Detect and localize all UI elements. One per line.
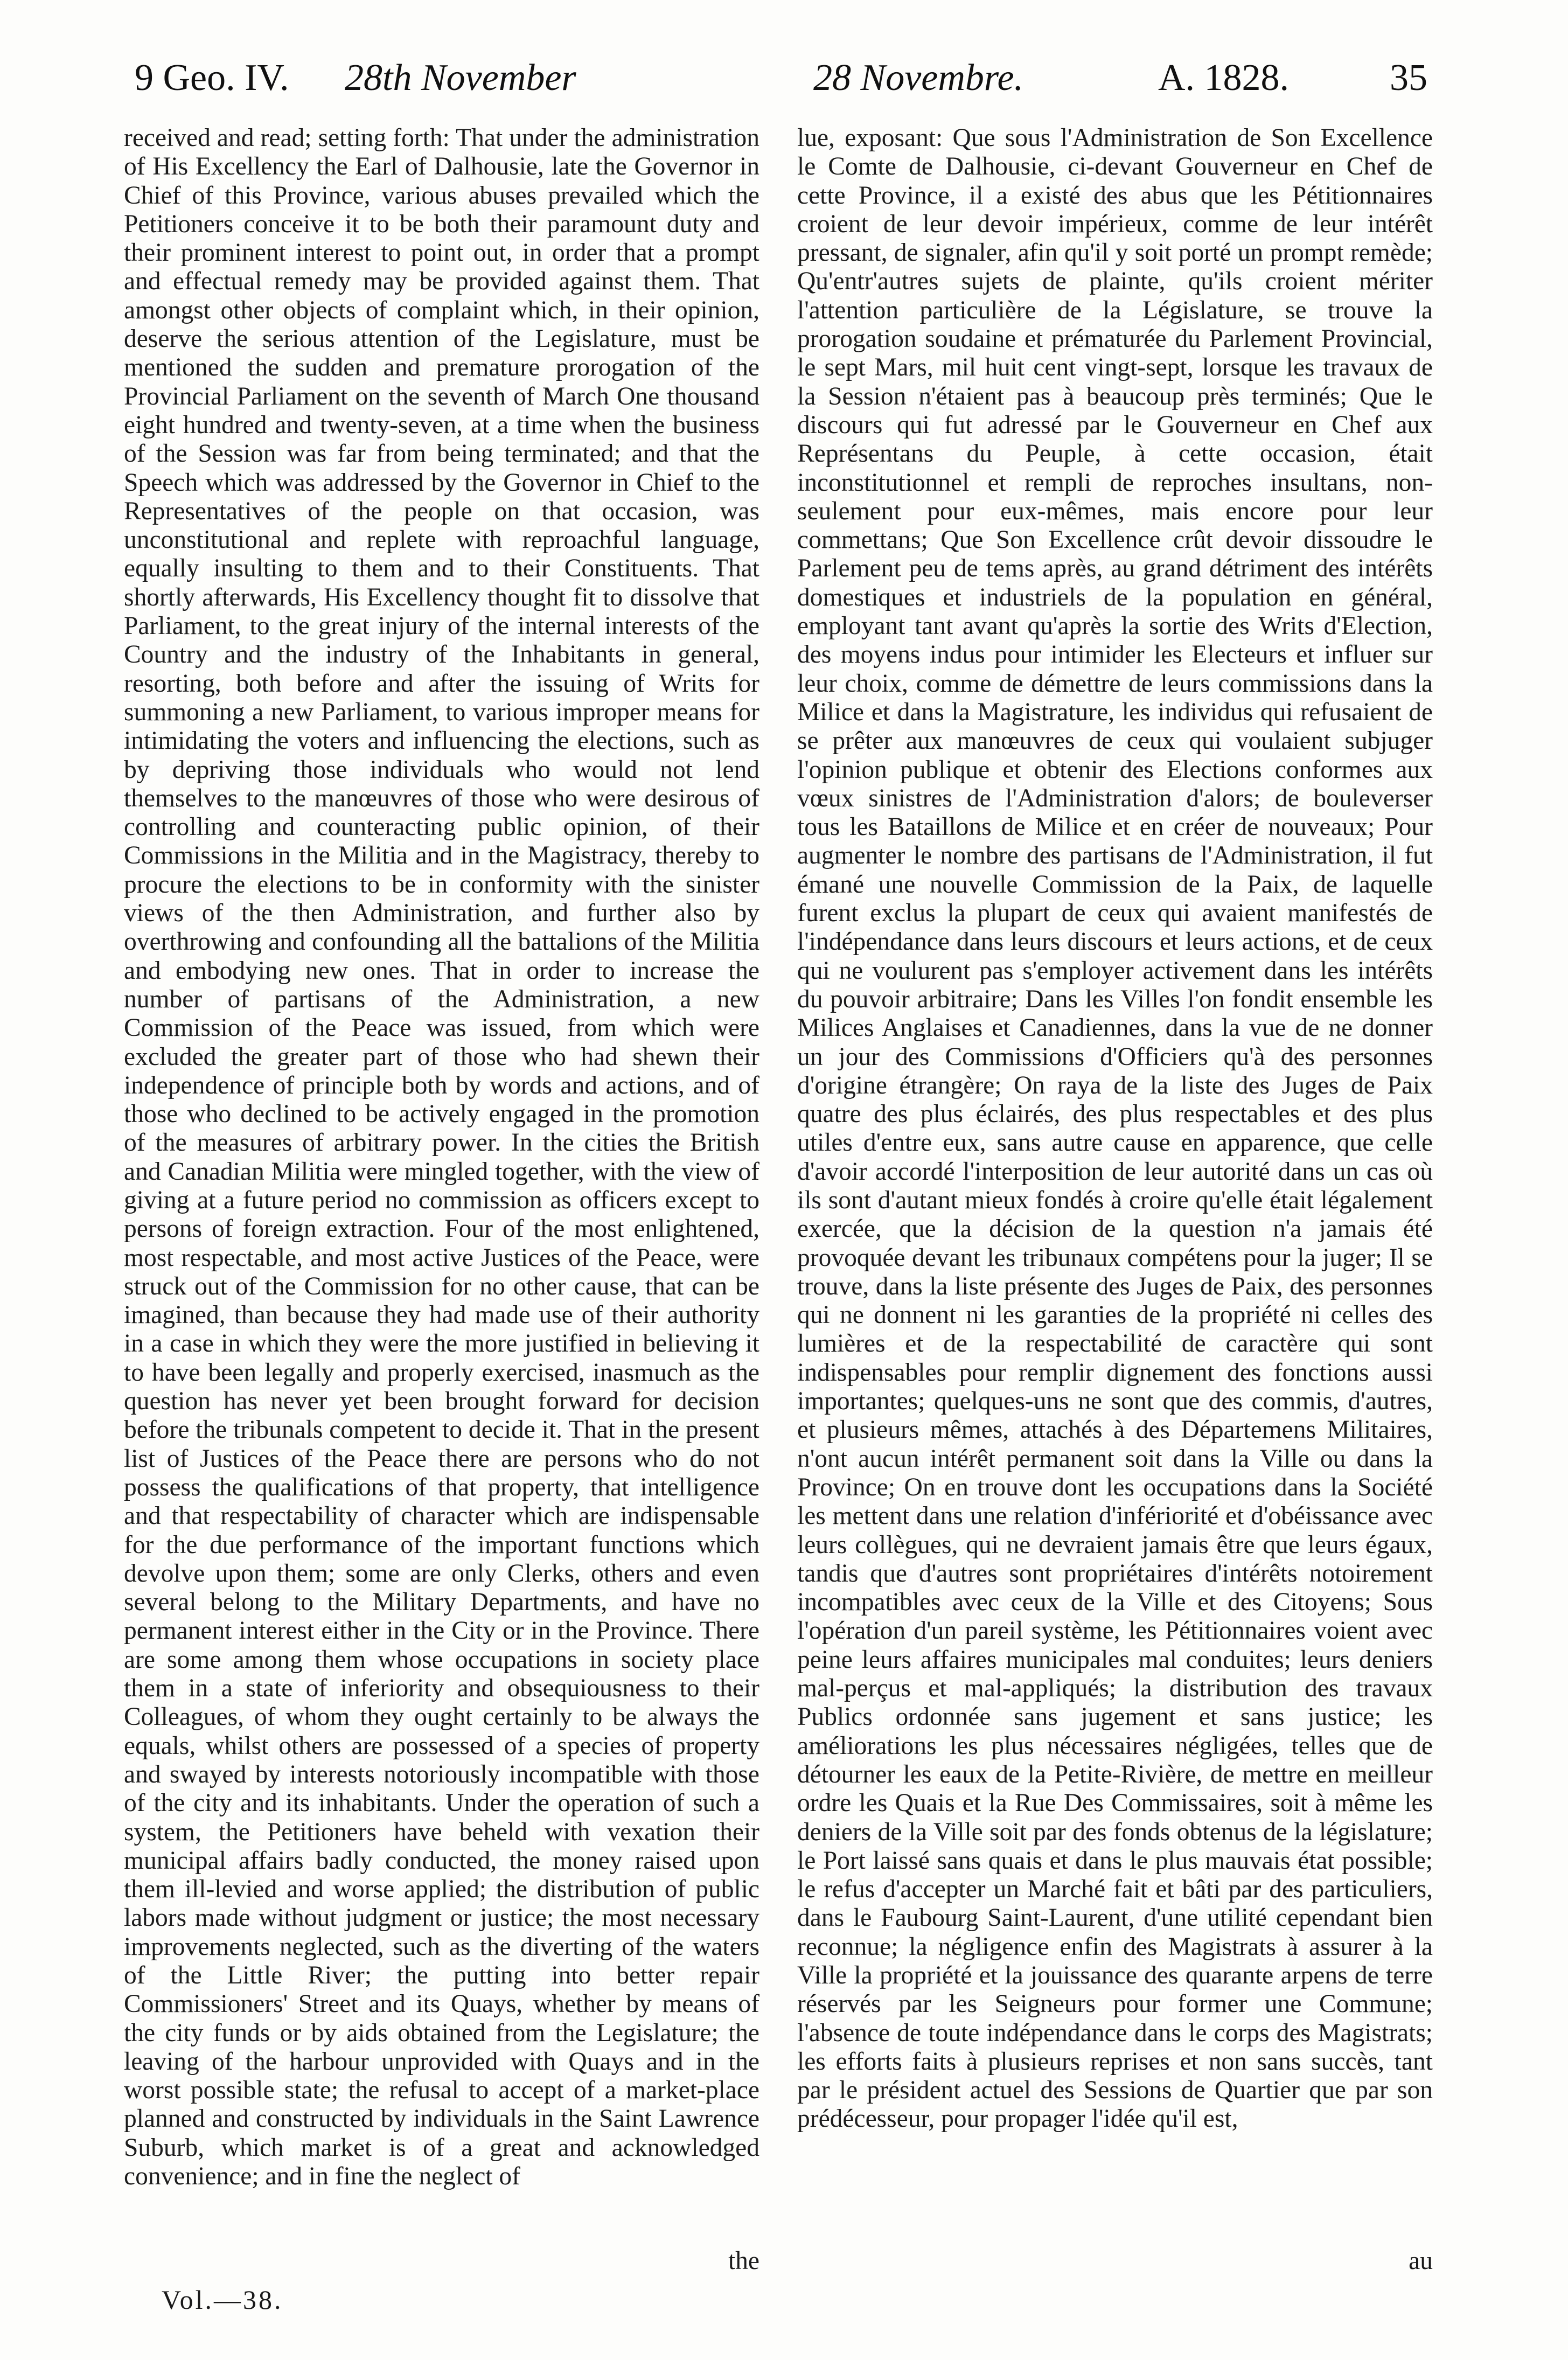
catchword-english: the xyxy=(728,2247,759,2275)
english-text: received and read; setting forth: That under the administration of His Excellency the Earl of Dalhousie, late the Governor in Chief of this Province, various abuses prevailed which the Petitioners conceive it to be both their paramount duty and their prominent interest to point out, in order that a prompt and effectual remedy may be provided against them. That amongst other objects of complaint which, in their opinion, deserve the serious attention of the Legislature, must be mentioned the sudden and premature prorogation of the Provincial Parliament on the seventh of March One thousand eight hundred and twenty-seven, at a time when the business of the Session was far from being terminated; and that the Speech which was addressed by the Governor in Chief to the Representatives of the people on that occasion, was unconstitutional and replete with reproachful language, equally insulting to them and to their Constituents. That shortly afterwards, His Excellency thought fit to dissolve that Parliament, to the great injury of the internal interests of the Country and the industry of the Inhabitants in general, resorting, both before and after the issuing of Writs for summoning a new Parliament, to various improper means for intimidating the voters and influencing the elections, such as by depriving those individuals who would not lend themselves to the manœuvres of those who were desirous of controlling and counteracting public opinion, of their Commissions in the Militia and in the Magistracy, thereby to procure the elections to be in conformity with the sinister views of the then Administration, and further also by overthrowing and confounding all the battalions of the Militia and embodying new ones. That in order to increase the number of partisans of the Administration, a new Commission of the Peace was issued, from which were excluded the greater part of those who had shewn their independence of principle both by words and actions, and of those who declined to be actively engaged in the promotion of the measures of arbitrary power. In the cities the British and Canadian Militia were mingled together, with the view of giving at a future period no commission as officers except to persons of foreign extraction. Four of the most enlightened, most respectable, and most active Justices of the Peace, were struck out of the Commission for no other cause, that can be imagined, than because they had made use of their authority in a case in which they were the more justified in believing it to have been legally and properly exercised, inasmuch as the question has never yet been brought forward for decision before the tribunals competent to decide it. That in the present list of Justices of the Peace there are persons who do not possess the qualifications of that property, that intelligence and that respectability of character which are indispensable for the due performance of the important functions which devolve upon them; some are only Clerks, others and even several belong to the Military Departments, and have no permanent interest either in the City or in the Province. There are some among them whose occupations in society place them in a state of inferiority and obsequiousness to their Colleagues, of whom they ought certainly to be always the equals, whilst others are possessed of a species of property and swayed by interests notoriously incompatible with those of the city and its inhabitants. Under the operation of such a system, the Petitioners have beheld with vexation their municipal affairs badly conducted, the money raised upon them ill-levied and worse applied; the distribution of public labors made without judgment or justice; the most necessary improvements neglected, such as the diverting of the waters of the Little River; the putting into better repair Commissioners' Street and its Quays, whether by means of the city funds or by aids obtained from the Legislature; the leaving of the harbour unprovided with Quays and in the worst possible state; the refusal to accept of a market-place planned and constructed by individuals in the Saint Lawrence Suburb, which market is of a great and acknowledged convenience; and in fine the neglect of xyxy=(124,124,759,2191)
volume-signature: Vol.—38. xyxy=(162,2285,283,2315)
session-reference: 9 Geo. IV. xyxy=(135,57,289,99)
french-column xyxy=(797,124,1433,2252)
catchword-french: au xyxy=(1409,2247,1433,2275)
page-header xyxy=(135,48,1427,108)
french-text: lue, exposant: Que sous l'Administration de Son Excellence le Comte de Dalhousie, ci-devant Gouverneur en Chef de cette Province, il a existé des abus que les Pétitionnaires croient de leur devoir impérieux, comme de leur intérêt pressant, de signaler, afin qu'il y soit porté un prompt remède; Qu'entr'autres sujets de plainte, qu'ils croient mériter l'attention particulière de la Législature, se trouve la prorogation soudaine et prématurée du Parlement Provincial, le sept Mars, mil huit cent vingt-sept, lorsque les travaux de la Session n'étaient pas à beaucoup près terminés; Que le discours qui fut adressé par le Gouverneur en Chef aux Représentans du Peuple, à cette occasion, était inconstitutionnel et rempli de reproches insultans, non-seulement pour eux-mêmes, mais encore pour leur commettans; Que Son Excellence crût devoir dissoudre le Parlement peu de tems après, au grand détriment des intérêts domestiques et industriels de la population en général, employant tant avant qu'après la sortie des Writs d'Election, des moyens indus pour intimider les Electeurs et influer sur leur choix, comme de démettre de leurs commissions dans la Milice et dans la Magistrature, les individus qui refusaient de se prêter aux manœuvres de ceux qui voulaient subjuger l'opinion publique et obtenir des Elections conformes aux vœux sinistres de l'Administration d'alors; de bouleverser tous les Bataillons de Milice et en créer de nouveaux; Pour augmenter le nombre des partisans de l'Administration, il fut émané une nouvelle Commission de la Paix, de laquelle furent exclus la plupart de ceux qui avaient manifestés de l'indépendance dans leurs discours et leurs actions, et de ceux qui ne voulurent pas s'employer activement dans les intérêts du pouvoir arbitraire; Dans les Villes l'on fondit ensemble les Milices Anglaises et Canadiennes, dans la vue de ne donner un jour des Commissions d'Officiers qu'à des personnes d'origine étrangère; On raya de la liste des Juges de Paix quatre des plus éclairés, des plus respectables et des plus utiles d'entre eux, sans autre cause en apparence, que celle d'avoir accordé l'interposition de leur autorité dans un cas où ils sont d'autant mieux fondés à croire qu'elle était légalement exercée, que la décision de la question n'a jamais été provoquée devant les tribunaux compétens pour la juger; Il se trouve, dans la liste présente des Juges de Paix, des personnes qui ne donnent ni les garanties de la propriété ni celles des lumières et de la respectabilité de caractère qui sont indispensables pour remplir dignement des fonctions aussi importantes; quelques-uns ne sont que des commis, d'autres, et plusieurs mêmes, attachés à des Départemens Militaires, n'ont aucun intérêt permanent soit dans la Ville ou dans la Province; On en trouve dont les occupations dans la Société les mettent dans une relation d'infériorité et d'obéissance avec leurs collègues, qui ne devraient jamais être que leurs égaux, tandis que d'autres sont propriétaires d'intérêts notoirement incompatibles avec ceux de la Ville et des Citoyens; Sous l'opération d'un pareil système, les Pétitionnaires voient avec peine leurs affaires municipales mal conduites; leurs deniers mal-perçus et mal-appliqués; la distribution des travaux Publics ordonnée sans jugement et sans justice; les améliorations les plus nécessaires négligées, telles que de détourner les eaux de la Petite-Rivière, de mettre en meilleur ordre les Quais et la Rue Des Commissaires, soit à même les deniers de la Ville soit par des fonds obtenus de la législature; le Port laissé sans quais et dans le plus mauvais état possible; le refus d'accepter un Marché fait et bâti par des particuliers, dans le Faubourg Saint-Laurent, d'une utilité cependant bien reconnue; la négligence enfin des Magistrats à assurer à la Ville la propriété et la jouissance des quarante arpens de terre réservés par les Seigneurs pour former une Commune; l'absence de toute indépendance dans le corps des Magistrats; les efforts faits à plusieurs reprises et non sans succès, tant par le président actuel des Sessions de Quartier que par son prédécesseur, pour propager l'idée qu'il est, xyxy=(797,124,1433,2133)
date-french: 28 Novembre. xyxy=(813,57,1024,99)
page-number: 35 xyxy=(1390,57,1427,99)
english-column xyxy=(124,124,759,2252)
date-english: 28th November xyxy=(345,57,576,99)
year: A. 1828. xyxy=(1158,57,1290,99)
